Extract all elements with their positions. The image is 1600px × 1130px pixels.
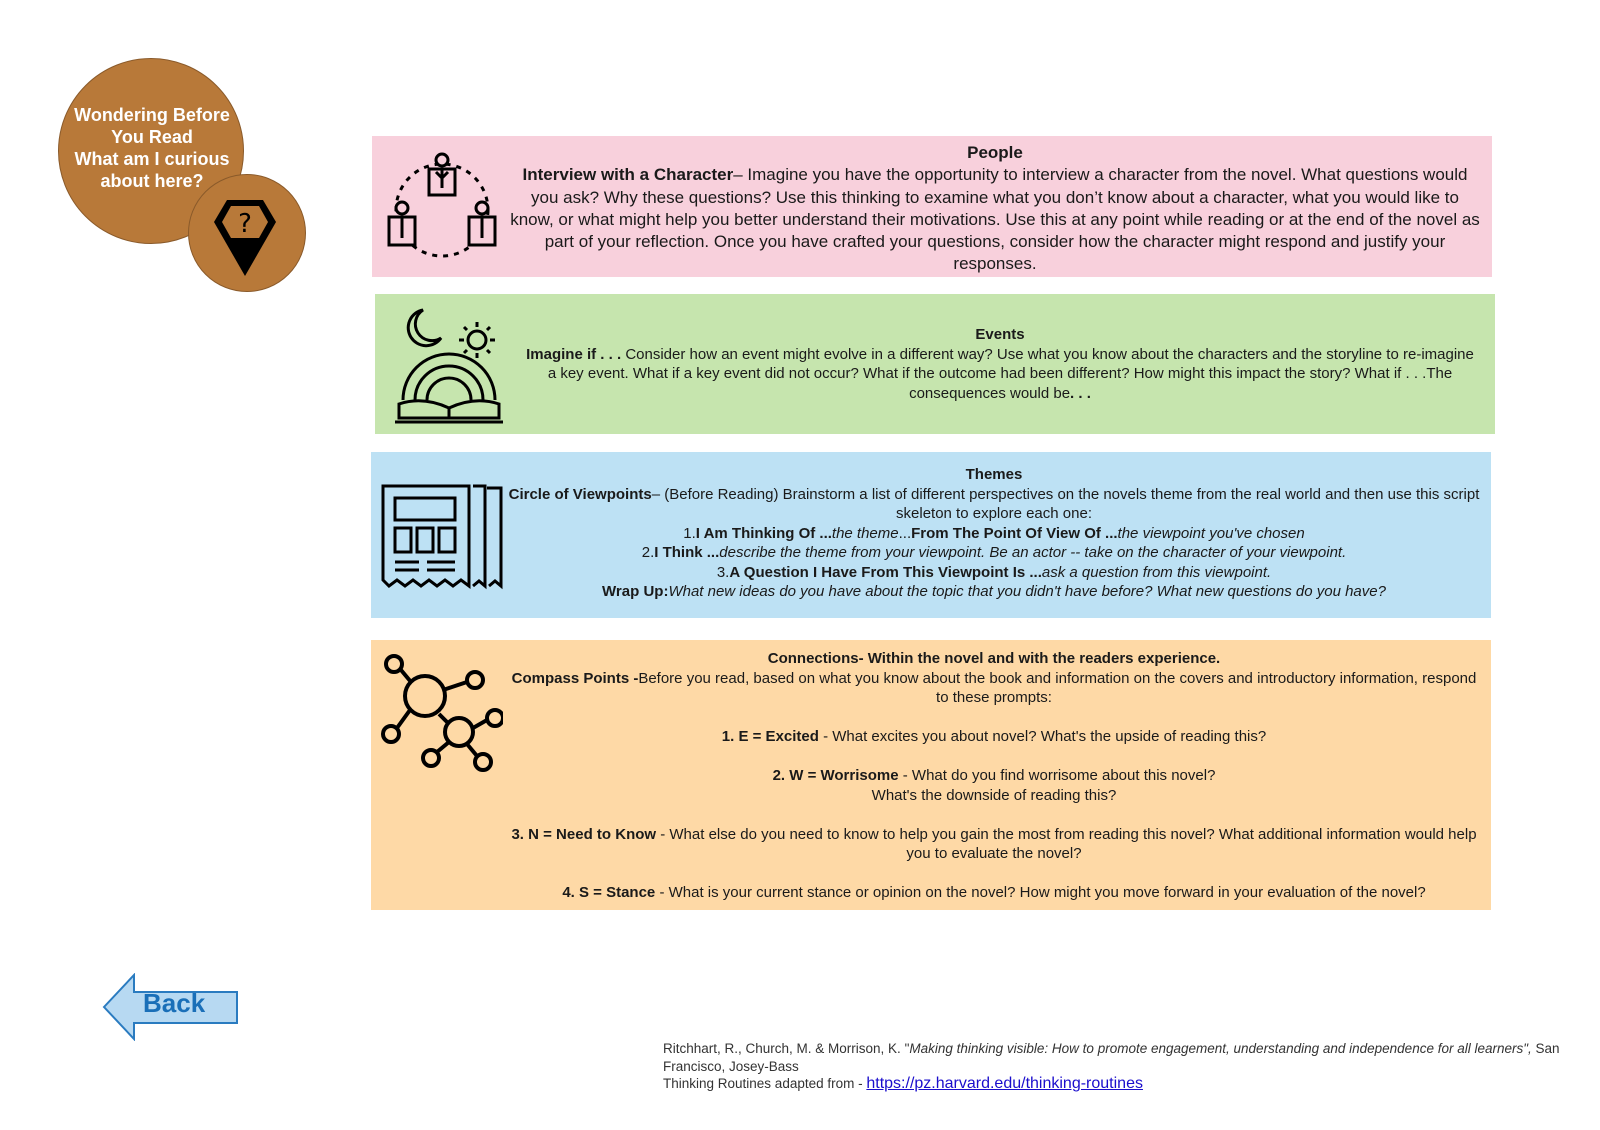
people-lead: Interview with a Character [522,165,734,185]
citation-reference: Ritchhart, R., Church, M. & Morrison, K. "Making thinking visible: How to promote engagement, understanding and independence for all learners", San Francisco, Josey-Bass [663,1041,1560,1074]
panel-people [372,136,1492,277]
spacer [504,747,1484,767]
network-nodes-icon [379,648,503,772]
calculator-receipt-icon [379,482,507,594]
compass-worrisome: 2. W = Worrisome - What do you find worrisome about this novel? [772,767,1216,784]
panel-connections [371,640,1491,910]
harvard-link[interactable]: https://pz.harvard.edu/thinking-routines [866,1075,1143,1092]
connections-body: Before you read, based on what you know about the book and information on the covers and introductory information, respond to these prompts: [638,669,1477,706]
compass-need-to-know: 3. N = Need to Know - What else do you need to know to help you gain the most from reading this novel? What additional information would help you to evaluate the novel? [511,825,1477,862]
connections-heading: Connections- Within the novel and with the readers experience. [767,650,1221,667]
themes-step-2: 2.I Think ...describe the theme from your viewpoint. Be an actor -- take on the character of your viewpoint. [641,544,1347,561]
themes-lead: Circle of Viewpoints [508,485,652,503]
question-pin-icon [210,192,280,282]
svg-text:?: ? [238,209,252,239]
panel-events [375,294,1495,434]
connections-lead: Compass Points - [511,669,639,687]
badge-title: Wondering Before You Read What am I curious about here? [74,105,230,191]
events-body: Consider how an event might evolve in a different way? Use what you know about the characters and the storyline to re-imagine a key event. What if a key event did not occur? What if the outcome had been different? How might this impact the story? What if . . .The consequences would be [547,345,1474,402]
moon-sun-book-icon [393,304,505,428]
back-button[interactable]: Back [143,988,206,1018]
themes-step-3: 3.A Question I Have From This Viewpoint Is ...ask a question from this viewpoint. [716,563,1272,581]
events-heading: Events [975,326,1025,343]
spacer [504,805,1484,825]
themes-text [504,465,1484,602]
compass-excited: 1. E = Excited - What excites you about novel? What's the upside of reading this? [721,728,1267,745]
themes-wrap-up: Wrap Up:What new ideas do you have about the topic that you didn't have before? What new questions do you have? [602,583,1386,600]
compass-worrisome-2: What's the downside of reading this? [871,786,1117,804]
themes-heading: Themes [965,466,1023,483]
connections-text [504,649,1484,903]
people-circle-icon [384,148,500,264]
events-tail: . . . [1070,384,1091,402]
events-lead: Imagine if . . . [526,345,622,363]
spacer [504,864,1484,884]
panel-themes [371,452,1491,618]
themes-step-1: 1.I Am Thinking Of ...the theme...From The Point Of View Of ...the viewpoint you've chosen [683,524,1305,542]
people-heading: People [967,143,1023,162]
themes-body: – (Before Reading) Brainstorm a list of different perspectives on the novels theme from the real world and then use this script skeleton to explore each one: [651,485,1480,522]
people-body: – Imagine you have the opportunity to interview a character from the novel. What questions would you ask? Why these questions? Use this thinking to examine what you don’t know about a character, what you would like to know, or what might help you better understand their motivations. Use this at any point while reading or at the end of the novel as part of your reflection. Once you have crafted your questions, consider how the character might respond and justify your responses. [510,165,1480,274]
events-text [525,325,1475,403]
citation-adapted: Thinking Routines adapted from - https://pz.harvard.edu/thinking-routines [663,1075,1143,1092]
compass-stance: 4. S = Stance - What is your current stance or opinion on the novel? How might you move forward in your evaluation of the novel? [562,884,1426,901]
spacer [504,708,1484,728]
people-text [510,142,1480,276]
citation [663,1040,1563,1093]
